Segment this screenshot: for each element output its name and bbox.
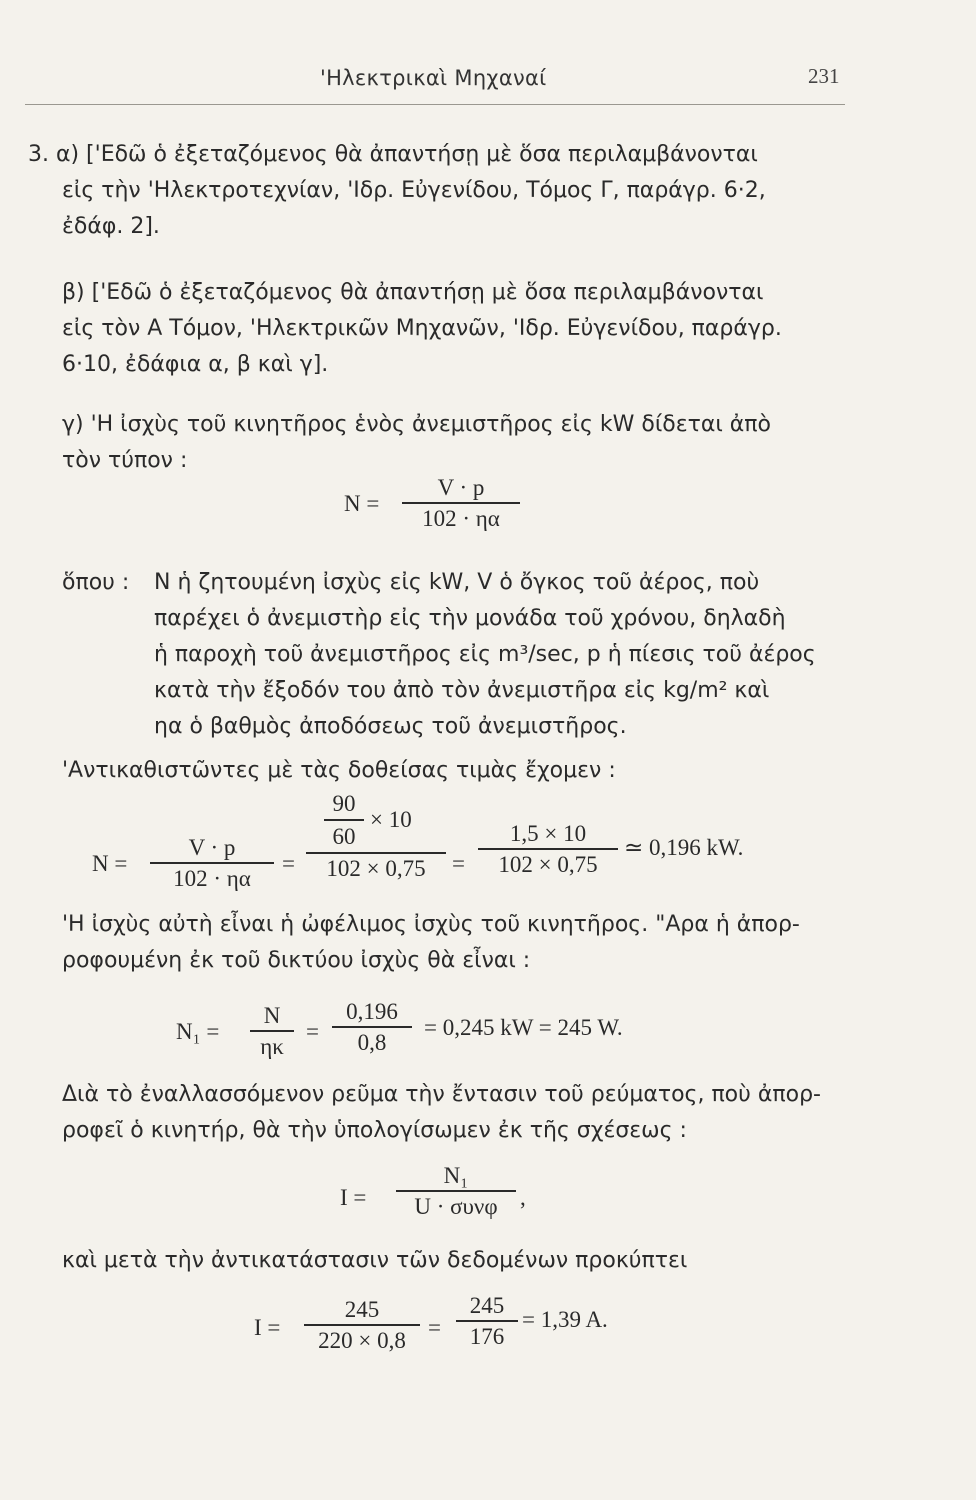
i2-f1-numerator: 245 (344, 1297, 380, 1322)
running-header-title: 'Ηλεκτρικαὶ Μηχαναί (320, 66, 547, 90)
where-line-1: N ἡ ζητουμένη ἰσχὺς εἰς kW, V ὁ ὄγκος τοῦ ἀέρος, ποὺ (154, 570, 760, 595)
where-line-2: παρέχει ὁ ἀνεμιστὴρ εἰς τὴν μονάδα τοῦ χρόνου, δηλαδὴ (154, 606, 786, 631)
subst-f2-inner-top: 90 (332, 791, 356, 816)
n1-f1-numerator: N (263, 1003, 281, 1028)
n1-result: = 0,245 kW = 245 W. (424, 1015, 623, 1040)
i2-f1-denominator: 220 × 0,8 (318, 1327, 406, 1353)
i2-f2-denominator: 176 (469, 1323, 505, 1349)
useful-line-1: 'Η ἰσχὺς αὐτὴ εἶναι ἡ ὠφέλιμος ἰσχὺς τοῦ κινητῆρος. "Αρα ἡ ἀπορ- (62, 912, 800, 937)
fraction-bar (324, 819, 364, 821)
subst-f2-complex-numerator (306, 792, 446, 852)
n1-f1-denominator: ηκ (260, 1033, 284, 1059)
para-a-line-2: εἰς τὴν 'Ηλεκτροτεχνίαν, 'Ιδρ. Εὐγενίδου, Τόμος Γ, παράγρ. 6·2, (62, 178, 766, 203)
n1-f2-numerator: 0,196 (346, 999, 398, 1024)
subst-fraction-3 (478, 822, 618, 876)
i2-f2-numerator: 245 (469, 1293, 505, 1318)
subst-fraction-1 (150, 836, 274, 890)
formula1-fraction (402, 476, 520, 530)
para-c-line-2: τὸν τύπον : (62, 448, 188, 473)
n1-fraction-2 (332, 1000, 412, 1054)
where-line-3: ἡ παροχὴ τοῦ ἀνεμιστῆρος εἰς m³/sec, p ἡ πίεσις τοῦ ἀέρος (154, 642, 816, 667)
subst-f3-denominator: 102 × 0,75 (498, 851, 598, 877)
subst-f1-denominator: 102 · ηα (173, 865, 251, 891)
formula1-denominator: 102 · ηα (422, 505, 500, 531)
formula1-lhs: N = (344, 491, 380, 516)
i-lhs: I = (340, 1185, 367, 1210)
subst-eq-1: = (282, 851, 295, 876)
where-line-4: κατὰ τὴν ἔξοδόν του ἀπὸ τὸν ἀνεμιστῆρα εἰς kg/m² καὶ (154, 678, 770, 703)
n1-f2-denominator: 0,8 (357, 1029, 387, 1055)
subst-f2-denominator: 102 × 0,75 (326, 855, 426, 881)
subst-fraction-2 (306, 792, 446, 880)
subst-lhs: N = (92, 851, 128, 876)
i-comma: , (520, 1185, 526, 1210)
n1-lhs: N₁ = (176, 1019, 220, 1044)
i2-fraction-2 (456, 1294, 518, 1348)
header-rule (25, 104, 845, 105)
final-line-1: καὶ μετὰ τὴν ἀντικατάστασιν τῶν δεδομένων προκύπτει (62, 1248, 688, 1273)
n1-eq-1: = (306, 1019, 319, 1044)
para-b-line-3: 6·10, ἐδάφια α, β καὶ γ]. (62, 352, 329, 377)
para-a-line-3: ἐδάφ. 2]. (62, 214, 160, 239)
where-line-5: ηα ὁ βαθμὸς ἀποδόσεως τοῦ ἀνεμιστῆρος. (154, 714, 627, 739)
formula1-numerator: V · p (437, 475, 485, 500)
i2-fraction-1 (304, 1298, 420, 1352)
page-number: 231 (808, 64, 840, 88)
subst-f3-numerator: 1,5 × 10 (509, 821, 587, 846)
where-label: ὅπου : (62, 570, 130, 595)
subst-f2-times: × 10 (370, 807, 412, 832)
i-fraction (396, 1164, 516, 1218)
i-denominator: U · συνφ (414, 1193, 498, 1219)
subst-f1-numerator: V · p (188, 835, 236, 860)
para-b-line-2: εἰς τὸν Α Τόμον, 'Ηλεκτρικῶν Μηχανῶν, 'Ιδρ. Εὐγενίδου, παράγρ. (62, 316, 782, 341)
current-line-2: ροφεῖ ὁ κινητήρ, θὰ τὴν ὑπολογίσωμεν ἐκ τῆς σχέσεως : (62, 1118, 687, 1143)
i2-eq-1: = (428, 1315, 441, 1340)
para-c-line-1: γ) 'Η ἰσχὺς τοῦ κινητῆρος ἑνὸς ἀνεμιστῆρος εἰς kW δίδεται ἀπὸ (62, 412, 772, 437)
useful-line-2: ροφουμένη ἐκ τοῦ δικτύου ἰσχὺς θὰ εἶναι : (62, 948, 531, 973)
substitution-intro: 'Αντικαθιστῶντες μὲ τὰς δοθείσας τιμὰς ἔχομεν : (62, 758, 616, 783)
i2-result: = 1,39 A. (522, 1307, 608, 1332)
para-b-line-1: β) ['Εδῶ ὁ ἐξεταζόμενος θὰ ἀπαντήσῃ μὲ ὅσα περιλαμβάνονται (62, 280, 764, 305)
para-a-line-1: 3. α) ['Εδῶ ὁ ἐξεταζόμενος θὰ ἀπαντήσῃ μὲ ὅσα περιλαμβάνονται (28, 142, 758, 167)
subst-eq-2: = (452, 851, 465, 876)
n1-fraction-1 (250, 1004, 294, 1058)
current-line-1: Διὰ τὸ ἐναλλασσόμενον ρεῦμα τὴν ἔντασιν τοῦ ρεύματος, ποὺ ἀπορ- (62, 1082, 821, 1107)
subst-f2-inner-bottom: 60 (332, 824, 356, 849)
subst-result: ≃ 0,196 kW. (624, 835, 744, 860)
i2-lhs: I = (254, 1315, 281, 1340)
i-numerator: N₁ (443, 1163, 469, 1188)
